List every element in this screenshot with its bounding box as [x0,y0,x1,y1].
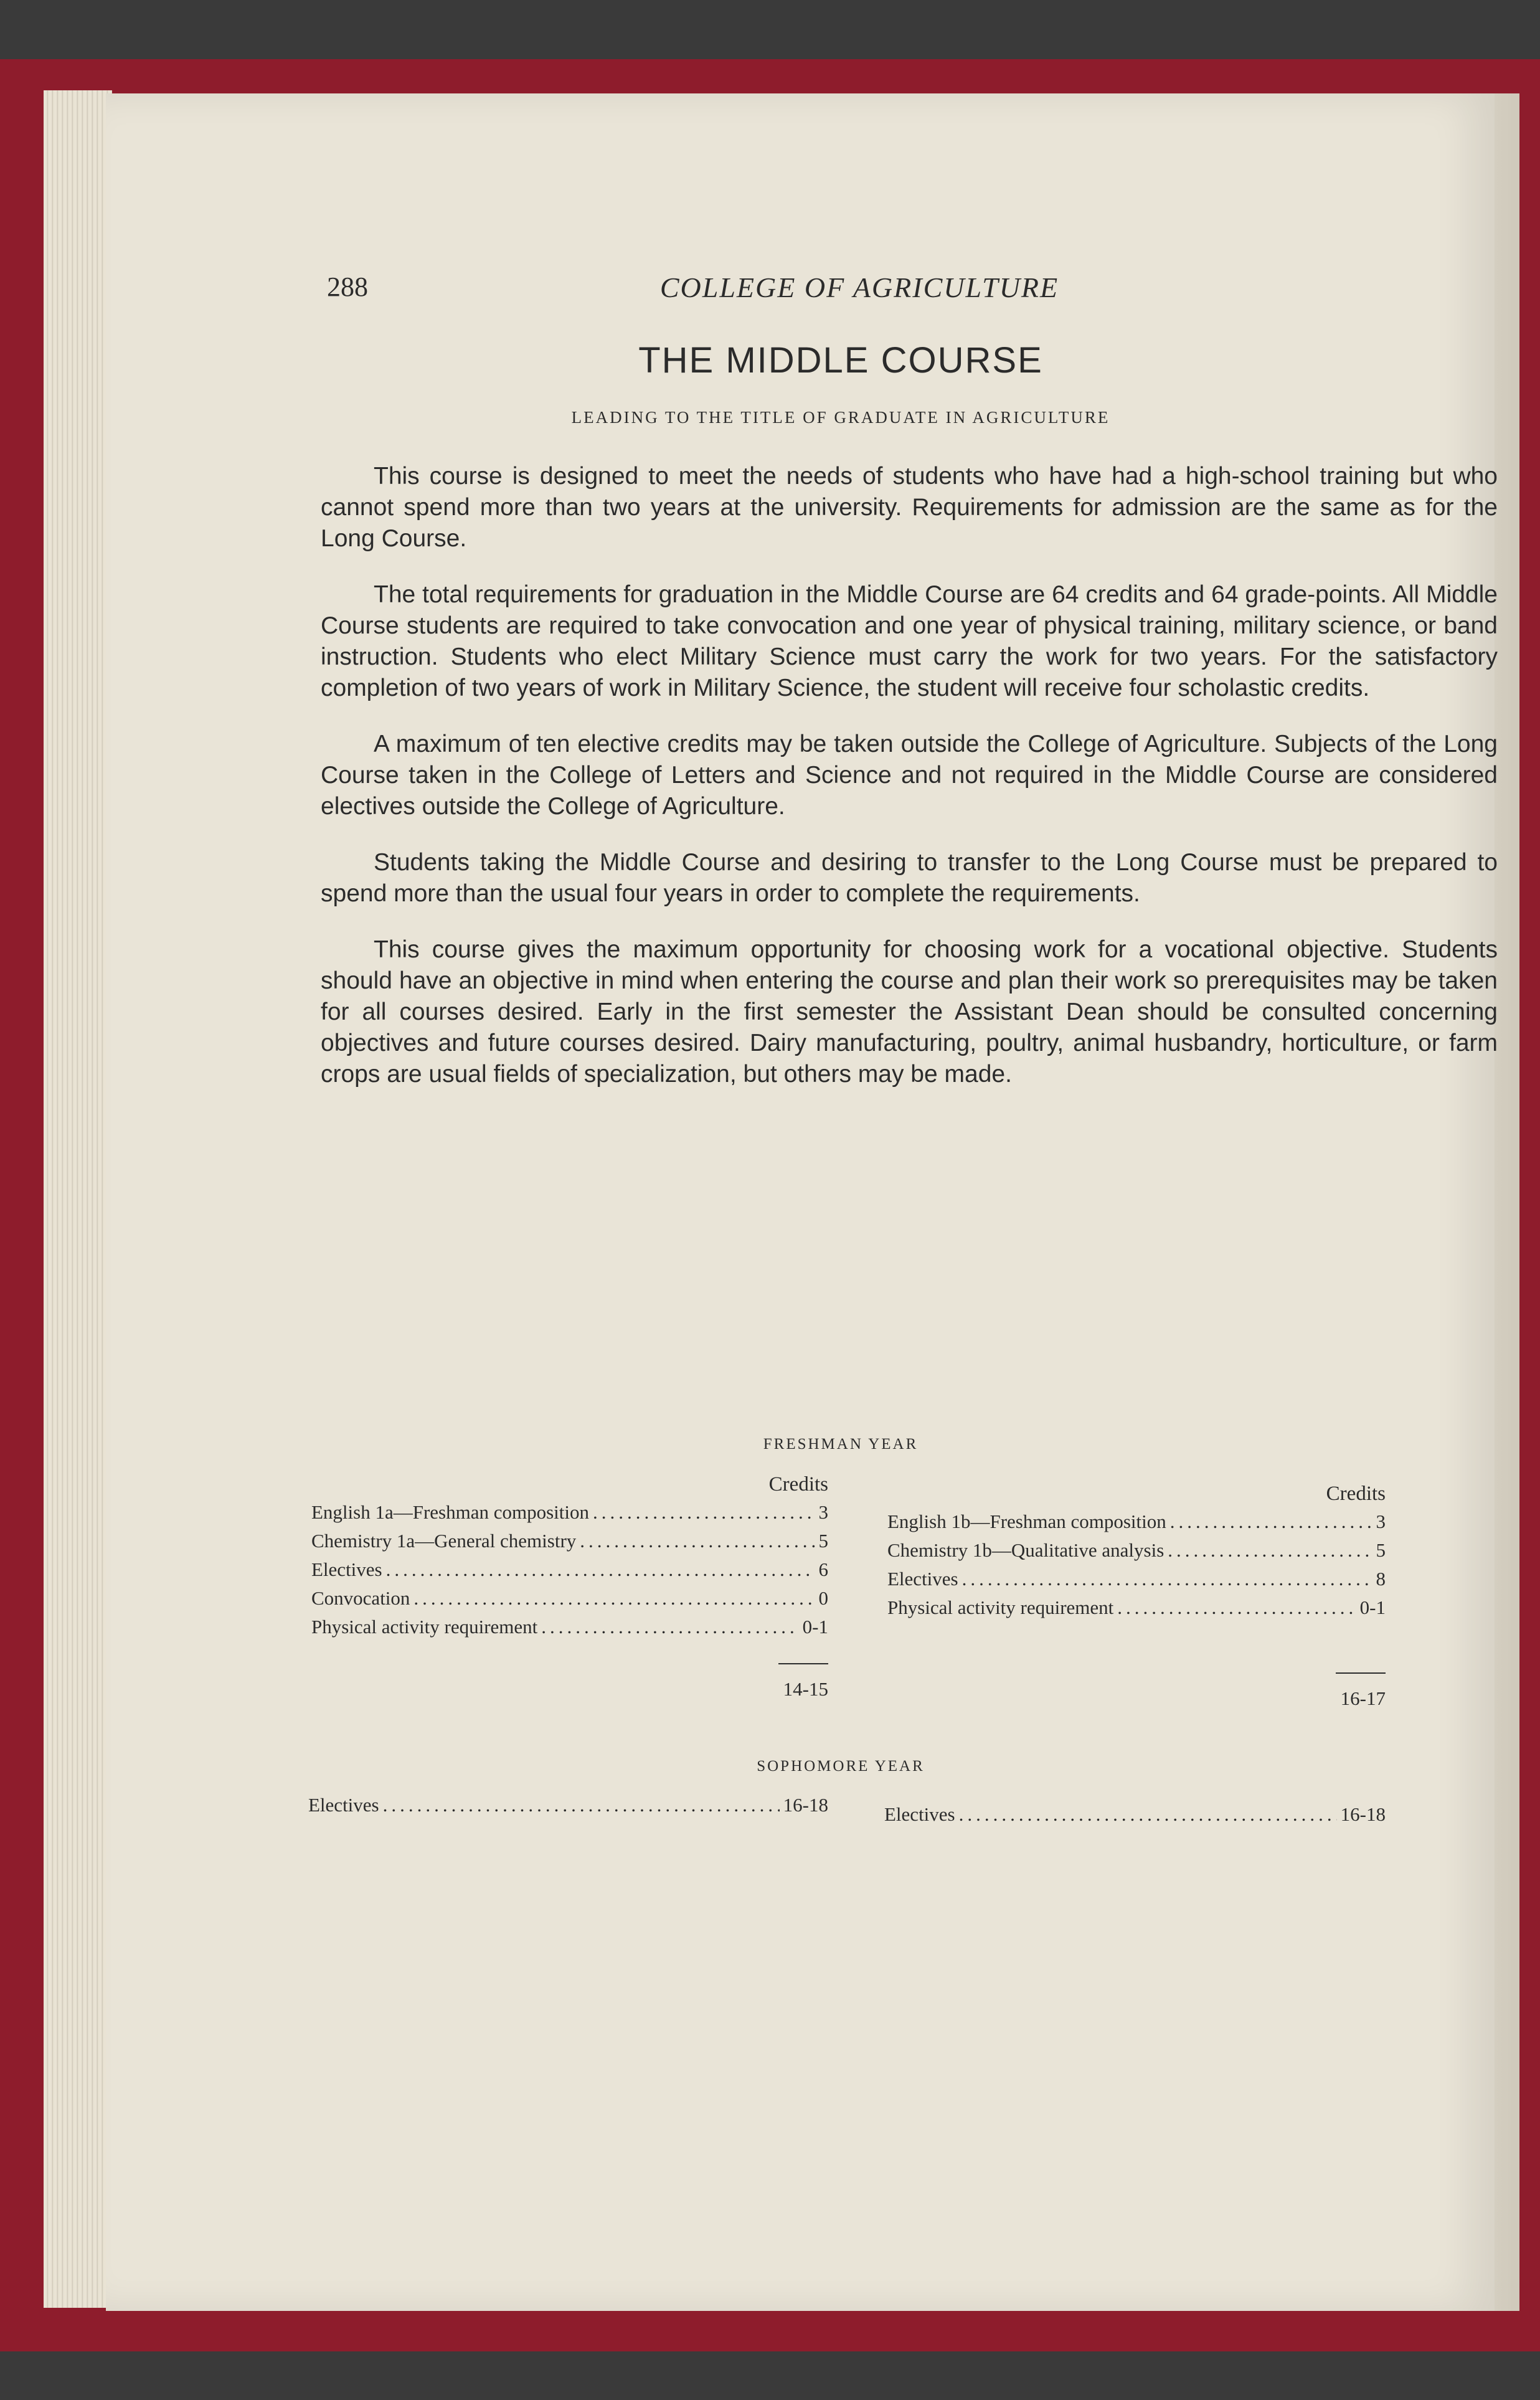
course-row [311,1616,828,1644]
course-row [311,1501,828,1530]
course-credits: 3 [818,1501,828,1523]
course-row [311,1587,828,1616]
total-rule [778,1663,828,1664]
paragraph: This course gives the maximum opportunity for choosing work for a vocational objective. Students should have an objective in mind when entering the course and plan their work so prerequisites may be taken for all courses desired. Early in the first semester the Assistant Dean should be consulted concerning objectives and future courses desired. Dairy manufacturing, poultry, animal husbandry, horticulture, or farm crops are usual fields of specialization, but others may be made. [321,936,1498,1088]
section-subtitle: LEADING TO THE TITLE OF GRADUATE IN AGRICULTURE [571,408,1110,427]
course-row [308,1794,828,1823]
course-credits: 0-1 [802,1616,828,1638]
freshman-first-semester [311,1473,828,1700]
semester-total: 14-15 [783,1678,828,1700]
course-row [311,1558,828,1587]
paragraph: A maximum of ten elective credits may be taken outside the College of Agriculture. Subjects of the Long Course taken in the College of Letters and Science and not required in the Middle Course are considered electives outside the College of Agriculture. [321,731,1498,820]
running-head: COLLEGE OF AGRICULTURE [659,272,1059,303]
course-row [887,1511,1386,1539]
sophomore-year-heading: SOPHOMORE YEAR [757,1758,925,1775]
course-name: English 1b—Freshman composition [887,1511,1166,1532]
page-header [106,271,1495,321]
sophomore-first-semester [308,1794,828,1823]
paragraph: Students taking the Middle Course and desiring to transfer to the Long Course must be prepared to spend more than the usual four years in order to complete the requirements. [321,849,1498,907]
course-credits: 8 [1376,1568,1386,1590]
course-credits: 0 [818,1587,828,1609]
course-row [887,1539,1386,1568]
credits-header: Credits [1326,1482,1386,1505]
paragraph: The total requirements for graduation in the Middle Course are 64 credits and 64 grade-points. All Middle Course students are required to take convocation and one year of physical training, military science, or band instruction. Students who elect Military Science must carry the work for two years. For the satisfactory completion of two years of work in Military Science, the student will receive four scholastic credits. [321,581,1498,701]
course-credits: 5 [1376,1539,1386,1561]
book-page [106,93,1498,2311]
course-row [887,1596,1386,1625]
course-row [311,1530,828,1558]
section-title: THE MIDDLE COURSE [638,340,1043,381]
credits-header: Credits [768,1473,828,1496]
course-name: English 1a—Freshman composition [311,1501,590,1523]
course-name: Physical activity requirement [887,1596,1114,1618]
body-text [321,461,1498,1115]
page-edges [44,90,112,2308]
course-credits: 16-18 [1340,1803,1386,1825]
course-name: Electives [887,1568,958,1590]
course-name: Chemistry 1a—General chemistry [311,1530,577,1552]
freshman-second-semester [887,1482,1386,1710]
course-credits: 5 [818,1530,828,1552]
sophomore-second-semester [884,1803,1386,1832]
semester-total: 16-17 [1340,1687,1386,1709]
course-credits: 3 [1376,1511,1386,1532]
paragraph: This course is designed to meet the needs of students who have had a high-school training but who cannot spend more than two years at the university. Requirements for admission are the same as for the Long Course. [321,463,1498,552]
course-name: Electives [308,1794,379,1816]
course-credits: 16-18 [783,1794,828,1816]
page-number: 288 [327,272,368,302]
course-name: Physical activity requirement [311,1616,538,1638]
freshman-year-heading: FRESHMAN YEAR [763,1436,919,1453]
course-name: Electives [311,1558,382,1580]
course-name: Convocation [311,1587,410,1609]
course-name: Chemistry 1b—Qualitative analysis [887,1539,1164,1561]
course-credits: 0-1 [1359,1596,1386,1618]
course-name: Electives [884,1803,955,1825]
course-credits: 6 [818,1558,828,1580]
total-rule [1336,1672,1386,1674]
course-row [887,1568,1386,1596]
course-row [884,1803,1386,1832]
